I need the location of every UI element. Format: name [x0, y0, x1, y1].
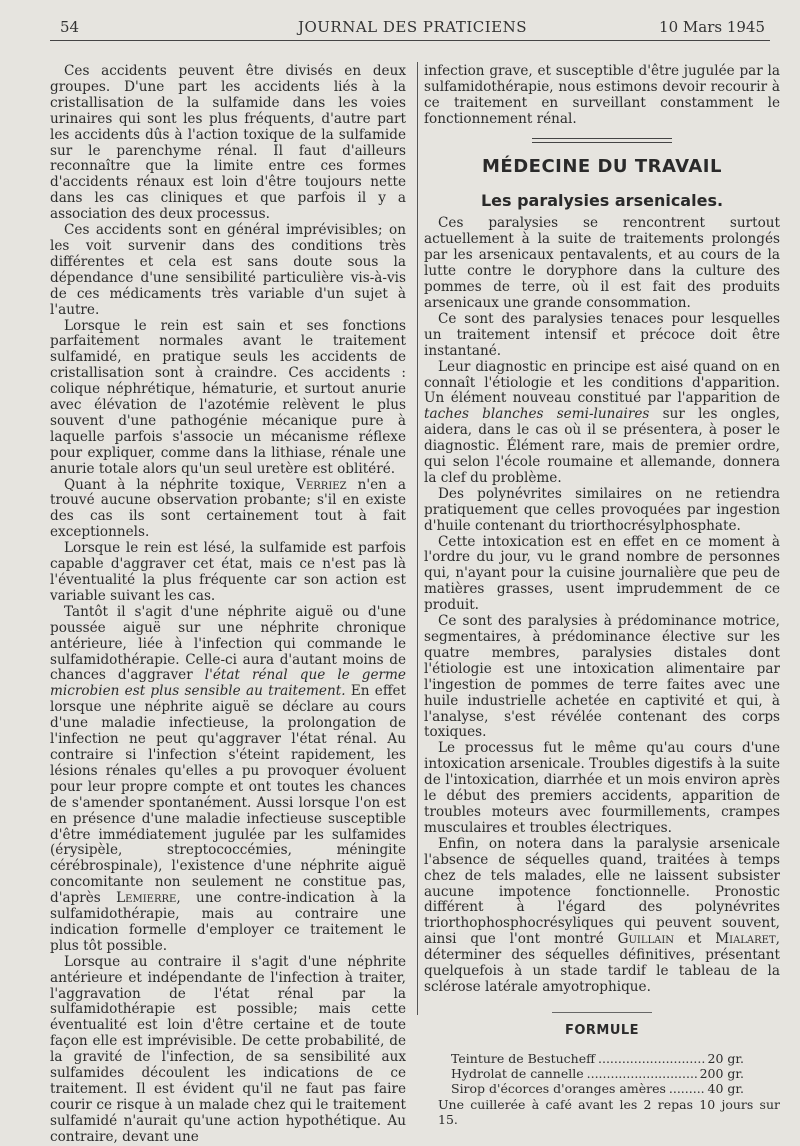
paragraph: Lorsque au contraire il s'agit d'une néphrite antérieure et indépendante de l'infection à traiter, l'aggravation de l'état rénal par la sulfamidothérapie est possible; mais cette éventualité est loin d'être certaine et de toute façon elle est imprévisible. De cette probabilité, de la gravité de l'infection, de sa sensibilité aux sulfamides découlent les indications de ce traitement. Il est évident qu'il ne faut pas faire courir ce risque à un malade chez qui le traitement sulfamidé n'aurait qu'une action hypothétique. Au contraire, devant une [50, 953, 406, 1145]
paragraph: Lorsque le rein est lésé, la sulfamide est parfois capable d'aggraver cet état, mais ce n'est pas là l'éventualité la plus fréquente car son action est variable suivant les cas. [50, 540, 406, 604]
paragraph: Ce sont des paralysies à prédominance motrice, segmentaires, à prédominance élective sur les quatre membres, paralysies distales dont l'étiologie est une intoxication alimentaire par l'ingestion de pommes de terre faites avec une huile industrielle achetée en captivité et qui, à l'analyse, s'est révélée contenant des corps toxiques. [424, 613, 780, 741]
right-column [424, 64, 780, 1127]
paragraph: Lorsque le rein est sain et ses fonctions parfaitement normales avant le traitement sulfamidé, en pratique seuls les accidents de cristallisation sont à craindre. Ces accidents : colique néphrétique, hématurie, et surtout anurie avec élévation de l'azotémie relèvent le plus souvent d'une pathogénie mécanique pure à laquelle parfois s'associe un mécanisme réflexe pour expliquer, comme dans la lithiase, rénale une anurie totale alors qu'un seul uretère est oblitéré. [50, 317, 406, 477]
author-name: Verriez [296, 476, 347, 493]
author-name: Mialaret [715, 931, 776, 948]
paragraph [50, 478, 406, 542]
page-header [60, 14, 765, 40]
paragraph: Ces accidents peuvent être divisés en deux groupes. D'une part les accidents liés à la cristallisation de la sulfamide dans les voies urinaires qui sont les plus fréquents, d'autre part les accidents dûs à l'action toxique de la sulfamide sur le parenchyme rénal. Il faut d'ailleurs reconnaître que la limite entre ces formes d'accidents rénaux est loin d'être toujours nette dans les cas cliniques et que parfois il y a association des deux processus. [50, 63, 406, 223]
formula-ingredient: Hydrolat de cannelle [451, 1065, 584, 1081]
author-name: Lemierre [116, 890, 177, 907]
journal-title: JOURNAL DES PRATICIENS [297, 18, 528, 36]
formula-ingredient: Sirop d'écorces d'oranges amères [451, 1080, 666, 1096]
author-name: Guillain [617, 931, 675, 948]
dot-leader [669, 1081, 705, 1096]
formula-title: FORMULE [564, 1022, 640, 1038]
paragraph: Le processus fut le même qu'au cours d'une intoxication arsenicale. Troubles digestifs à la suite de l'intoxication, diarrhée et un mois environ après le début des premiers accidents, apparition de troubles moteurs avec fourmillements, crampes musculaires et troubles électriques. [424, 740, 780, 836]
dot-leader [598, 1051, 705, 1066]
column-divider [417, 62, 418, 1015]
text-run: Tantôt il s'agit d'une néphrite aiguë ou d'une poussée aiguë sur une néphrite chronique antérieure, liée à l'infection qui commande le sulfamidothérapie. Celle-ci aura d'autant moins de chances d'aggraver [50, 603, 406, 684]
formula-dosage: Une cuillerée à café avant les 2 repas 10 jours sur 15. [438, 1096, 780, 1127]
text-run: et [687, 931, 702, 948]
header-rule [50, 40, 770, 41]
dot-leader [587, 1066, 697, 1081]
formula-quantity: 20 gr. [707, 1050, 744, 1066]
page-number: 54 [60, 18, 80, 36]
issue-date: 10 Mars 1945 [659, 18, 765, 36]
double-rule [532, 138, 672, 143]
section-title: MÉDECINE DU TRAVAIL [482, 155, 722, 177]
formula-row [424, 1081, 780, 1096]
formula-quantity: 200 gr. [699, 1065, 744, 1081]
formula-row [424, 1066, 780, 1081]
text-run: , déterminer des séquelles définitives, présentant quelquefois à un stade tardif le tableau de la sclérose latérale amyotrophique. [424, 931, 780, 995]
text-run: sur les ongles, aidera, dans le cas où il se présentera, à poser le diagnostic. Élément rare, mais de premier ordre, qui selon l'école roumaine et allemande, donnera la clef du problème. [424, 406, 781, 486]
italic-text: l'état rénal que le germe microbien est plus sensible au traitement. [50, 667, 406, 700]
text-run: n'en a trouvé aucune observation probante; s'il en existe des cas ils sont certainement tout à fait exceptionnels. [50, 476, 407, 541]
separator-rule [552, 1012, 652, 1013]
left-column [50, 64, 406, 1146]
paragraph [424, 360, 780, 487]
paragraph: Des polynévrites similaires on ne retiendra pratiquement que celles provoquées par ingestion d'huile contenant du triorthocrésylphosphate. [424, 485, 780, 534]
formula-quantity: 40 gr. [707, 1080, 744, 1096]
italic-text: taches blanches semi-lunaires [424, 406, 650, 423]
formula-row [424, 1051, 780, 1066]
paragraph: Ce sont des paralysies tenaces pour lesquelles un traitement intensif et précoce doit être instantané. [424, 310, 780, 359]
text-run: En effet lorsque une néphrite aiguë se déclare au cours d'une maladie infectieuse, la prolongation de l'infection ne peut qu'aggraver l'état rénal. Au contraire si l'infection s'éteint rapidement, les lésions rénales qu'elles a pu provoquer évoluent pour leur propre compte et ont toutes les chances de s'amender spontanément. Aussi lorsque l'on est en présence d'une maladie infectieuse susceptible d'être immédiatement jugulée par les sulfamides (érysipèle, streptococcémies, méningite cérébrospinale), l'existence d'une néphrite aiguë concomitante non seulement ne constitue pas, d'après [50, 683, 407, 907]
text-run: Enfin, on notera dans la paralysie arsenicale l'absence de séquelles quand, traitées à temps chez de tels malades, elle ne laissent subsister aucune impotence fonctionnelle. Pronostic différent à l'égard des polynévrites triorthophosphocrésyliques qui peuvent souvent, ainsi que l'ont montré [424, 835, 780, 948]
paragraph: Ces paralysies se rencontrent surtout actuellement à la suite de traitements prolongés par les arsenicaux pentavalents, et au cours de la lutte contre le doryphore dans la culture des pommes de terre, où il est fait des produits arsenicaux une grande consommation. [424, 215, 780, 311]
article-title: Les paralysies arsenicales. [480, 190, 724, 210]
text-run: Leur diagnostic en principe est aisé quand on en connaît l'étiologie et les conditions d'apparition. Un élément nouveau constitué par l'apparition de [424, 358, 780, 407]
formula-ingredient: Teinture de Bestucheff [451, 1050, 596, 1066]
paragraph [50, 605, 406, 955]
text-run: Quant à la néphrite toxique, [64, 476, 286, 493]
paragraph [424, 837, 780, 996]
text-run: , une contre-indication à la sulfamidothérapie, mais au contraire une indication formelle d'employer ce traitement le plus tôt possible. [50, 890, 406, 954]
paragraph: Ces accidents sont en général imprévisibles; on les voit survenir dans des conditions très différentes et cela est sans doute sous la dépendance d'une sensibilité particulière vis-à-vis de ces médicaments très variable d'un sujet à l'autre. [50, 222, 406, 318]
paragraph: Cette intoxication est en effet en ce moment à l'ordre du jour, vu le grand nombre de personnes qui, n'ayant pour la cuisine journalière que peu de matières grasses, usent imprudemment de ce produit. [424, 533, 780, 614]
paragraph: infection grave, et susceptible d'être jugulée par la sulfamidothérapie, nous estimons devoir recourir à ce traitement en surveillant constamment le fonctionnement rénal. [424, 63, 780, 127]
